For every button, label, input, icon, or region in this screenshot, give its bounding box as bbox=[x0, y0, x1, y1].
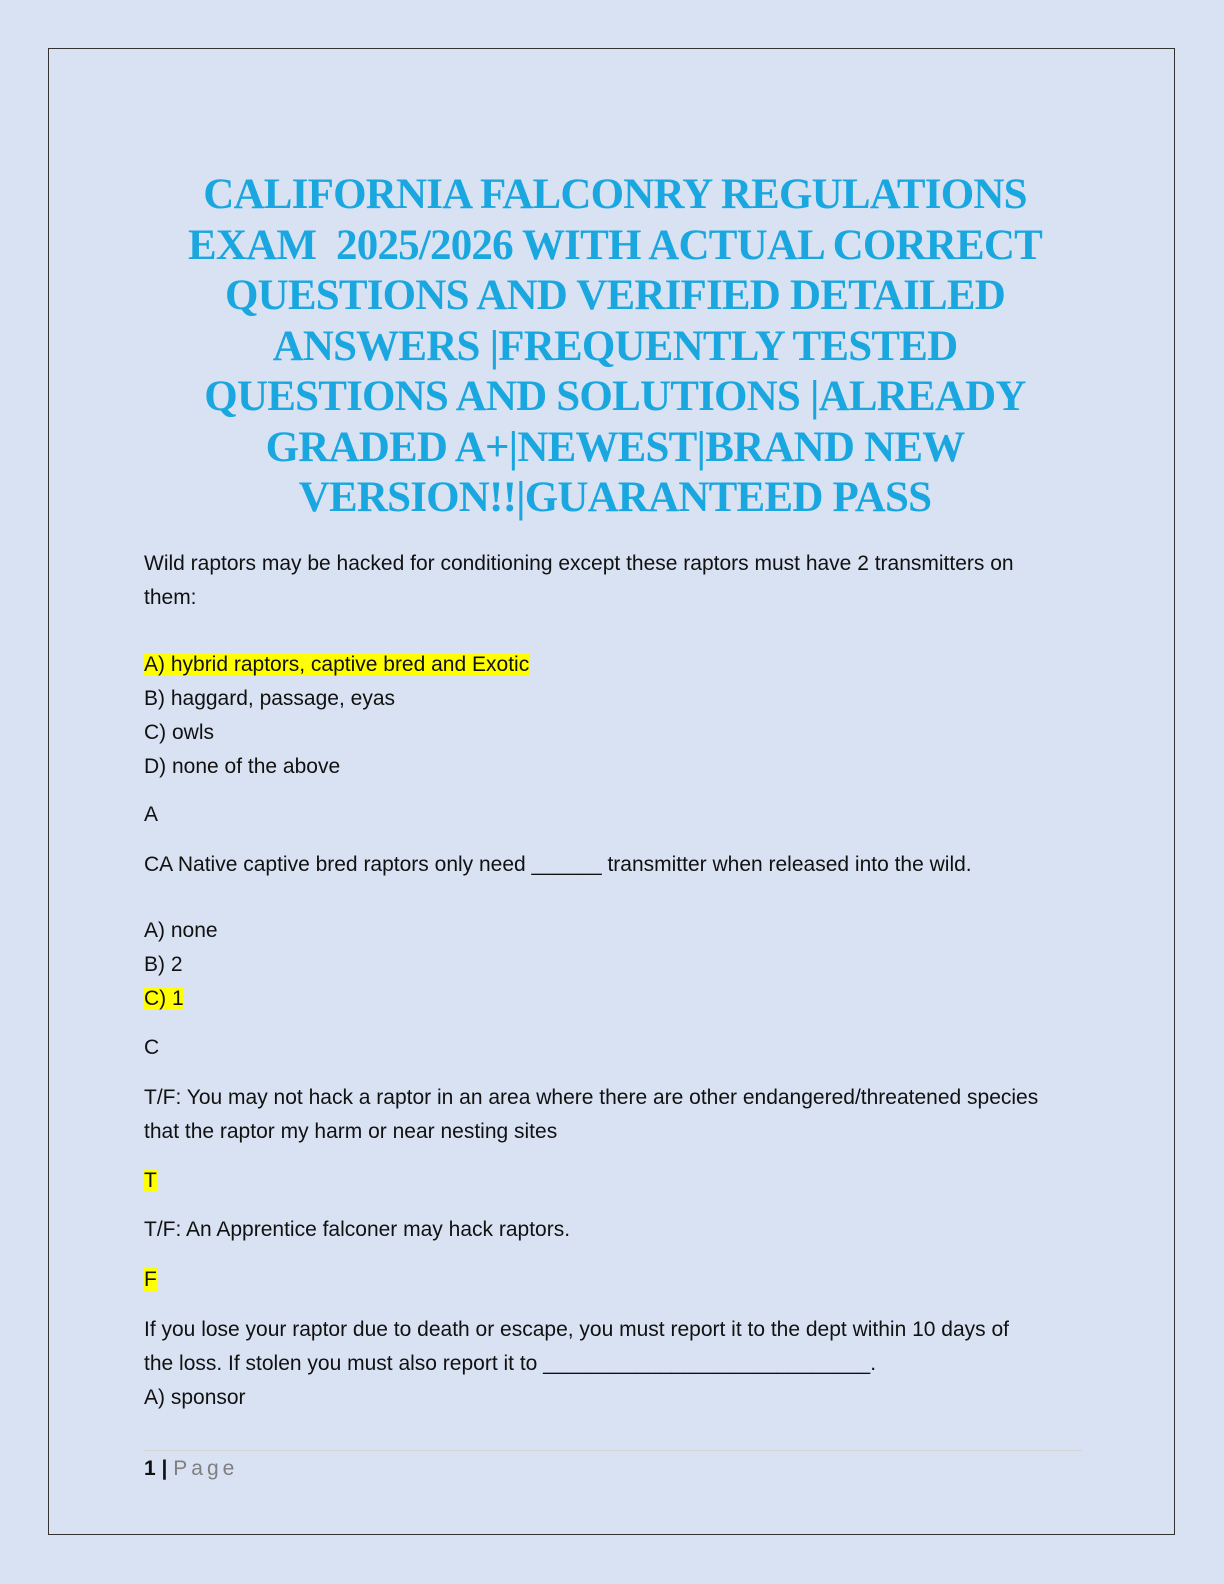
q1-option-b: B) haggard, passage, eyas bbox=[144, 687, 395, 710]
q2-option-c-highlighted: C) 1 bbox=[144, 987, 184, 1010]
q2-option-b: B) 2 bbox=[144, 953, 183, 976]
page-separator: | bbox=[161, 1457, 168, 1480]
q4-answer-container bbox=[144, 1263, 1084, 1297]
q2-question: CA Native captive bred raptors only need ______ transmitter when released into the wild. bbox=[144, 853, 972, 876]
q2-options bbox=[144, 914, 1084, 1016]
q1-option-a-highlighted: A) hybrid raptors, captive bred and Exotic bbox=[144, 653, 530, 676]
title-line-3: QUESTIONS AND VERIFIED DETAILED bbox=[224, 272, 1006, 319]
q3-question bbox=[144, 1081, 1084, 1149]
q1-question-line-2: them: bbox=[144, 586, 197, 609]
title-line-7: VERSION!!|GUARANTEED PASS bbox=[298, 474, 932, 521]
title-line-5: QUESTIONS AND SOLUTIONS |ALREADY bbox=[204, 373, 1026, 420]
document-title bbox=[150, 170, 1080, 524]
q1-question-line-1: Wild raptors may be hacked for conditioning except these raptors must have 2 transmitters on bbox=[144, 552, 1014, 575]
page-number: 1 bbox=[144, 1457, 156, 1480]
q3-answer-container bbox=[144, 1164, 1084, 1198]
q2-answer: C bbox=[144, 1036, 160, 1059]
q1-question bbox=[144, 547, 1084, 615]
q3-question-line-2: that the raptor my harm or near nesting sites bbox=[144, 1120, 558, 1143]
q5-option-a: A) sponsor bbox=[144, 1386, 246, 1409]
q3-answer: T bbox=[144, 1169, 157, 1192]
q1-option-c: C) owls bbox=[144, 721, 215, 744]
footer-divider bbox=[144, 1450, 1082, 1451]
q5-question bbox=[144, 1313, 1084, 1415]
title-line-1: CALIFORNIA FALCONRY REGULATIONS bbox=[203, 171, 1027, 218]
q4-question: T/F: An Apprentice falconer may hack raptors. bbox=[144, 1218, 571, 1241]
q1-options bbox=[144, 648, 1084, 784]
q4-answer: F bbox=[144, 1268, 157, 1291]
q1-option-d: D) none of the above bbox=[144, 755, 341, 778]
q1-answer: A bbox=[144, 803, 159, 826]
q2-option-a: A) none bbox=[144, 919, 218, 942]
title-line-4: ANSWERS |FREQUENTLY TESTED bbox=[272, 322, 958, 370]
q5-question-line-1: If you lose your raptor due to death or escape, you must report it to the dept within 10 days of bbox=[144, 1318, 1009, 1341]
page-label: Page bbox=[173, 1457, 239, 1480]
page-footer bbox=[144, 1454, 238, 1484]
q3-question-line-1: T/F: You may not hack a raptor in an area where there are other endangered/threatened species bbox=[144, 1086, 1039, 1109]
title-line-6: GRADED A+|NEWEST|BRAND NEW bbox=[265, 423, 965, 471]
q5-question-line-2: the loss. If stolen you must also report it to ____________________________. bbox=[144, 1352, 877, 1375]
title-line-2: EXAM 2025/2026 WITH ACTUAL CORRECT bbox=[187, 221, 1042, 269]
